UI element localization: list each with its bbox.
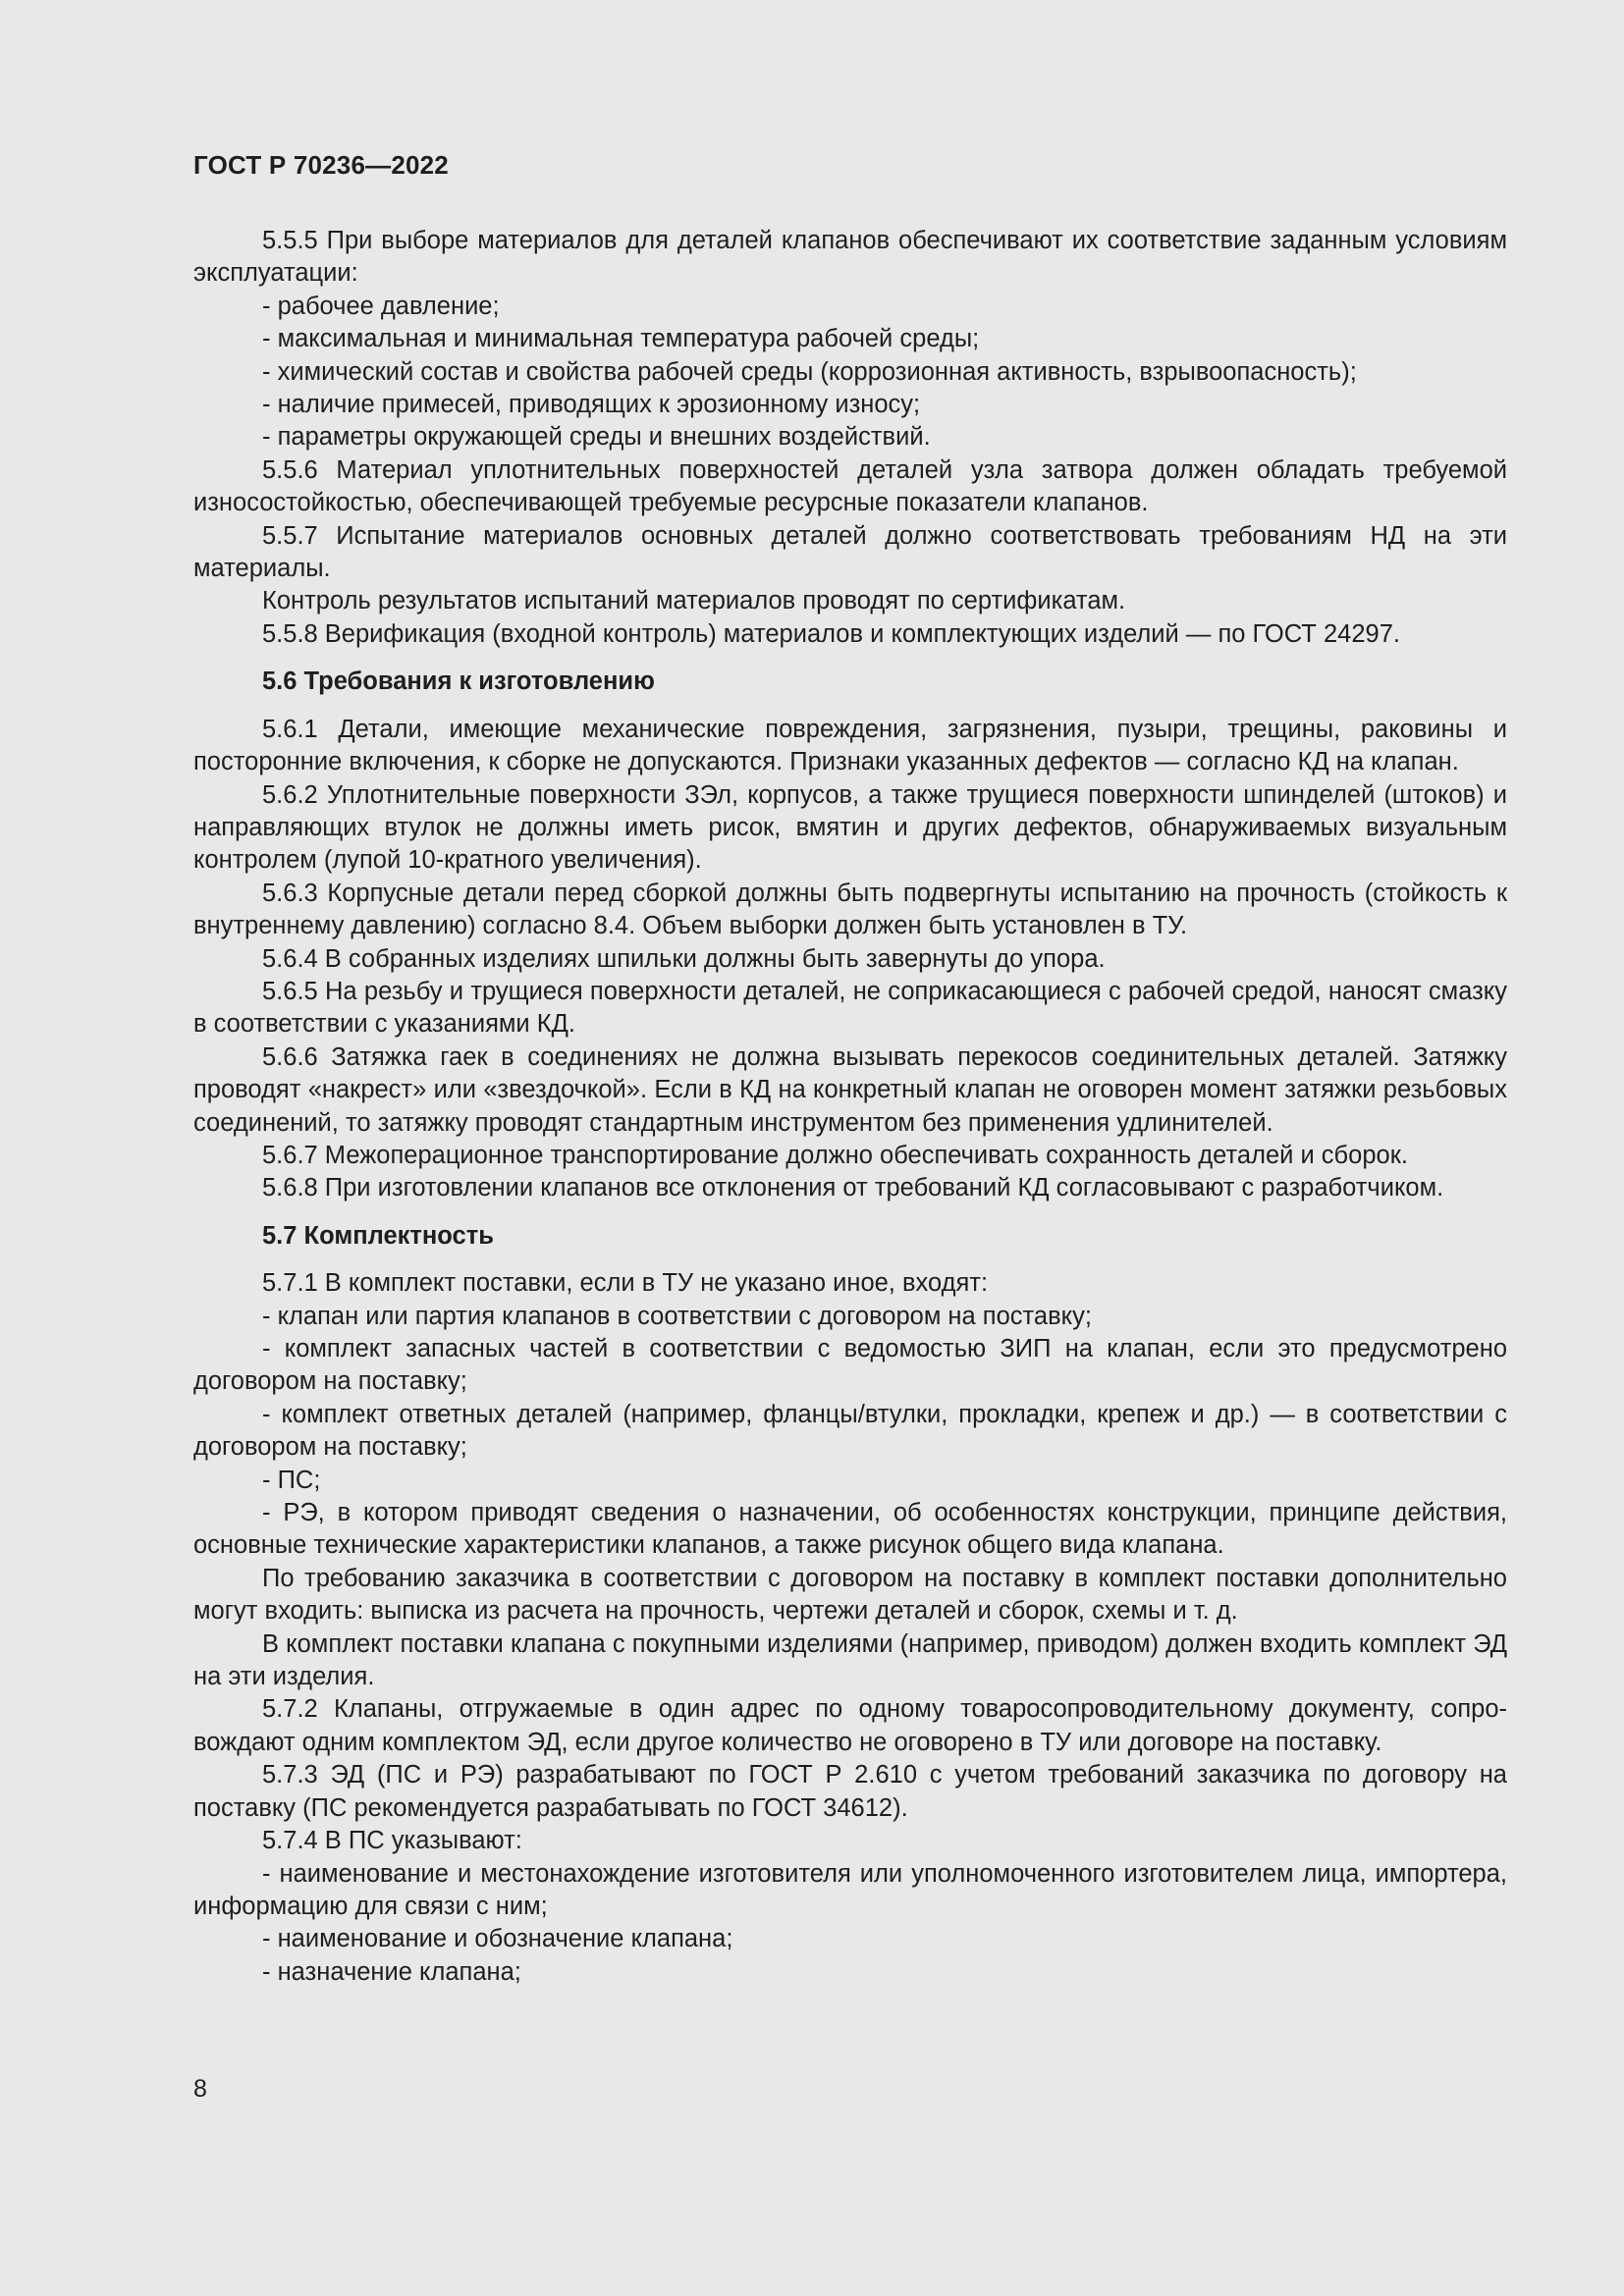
clause-5-6-3: 5.6.3 Корпусные детали перед сборкой должны быть подвергнуты испытанию на прочность (стойкость к внутреннему давлению) согласно 8.4. Объем выборки должен быть установлен в ТУ. — [193, 879, 1507, 940]
list-item: - наименование и местонахождение изготовителя или уполномоченного изготовителем лица, импортера, информацию для связи с ним; — [193, 1859, 1507, 1920]
clause-5-6-1: 5.6.1 Детали, имеющие механические повреждения, загрязнения, пузыри, трещины, раковины и посторонние включения, к сборке не допускаются. Признаки указанных дефектов — согласно КД на клапан. — [193, 715, 1507, 776]
clause-5-7-4: 5.7.4 В ПС указывают: — [262, 1827, 522, 1855]
clause-5-5-7-note: Контроль результатов испытаний материалов проводят по сертификатам. — [262, 587, 1126, 615]
clause-5-7-3: 5.7.3 ЭД (ПС и РЭ) разрабатывают по ГОСТ Р 2.610 с учетом требований заказчика по договору на поставку (ПС рекомендуется разрабатывать по ГОСТ 34612). — [193, 1761, 1507, 1822]
clause-5-5-8: 5.5.8 Верификация (входной контроль) материалов и комплектующих изделий — по ГОСТ 24297. — [262, 619, 1400, 648]
paragraph: По требованию заказчика в соответствии с договором на поставку в комплект поставки дополнительно могут входить: выписка из расчета на прочность, чертежи деталей и сборок, схемы и т. д. — [193, 1564, 1507, 1626]
clause-5-7-2: 5.7.2 Клапаны, отгружаемые в один адрес по одному товаросопроводительному документу, сопровождают одним комплектом ЭД, если другое количество не оговорено в ТУ или договоре на поставку. — [193, 1695, 1507, 1756]
clause-5-7-1: 5.7.1 В комплект поставки, если в ТУ не указано иное, входят: — [262, 1269, 989, 1298]
list-item: - назначение клапана; — [262, 1957, 521, 1986]
list-item: - параметры окружающей среды и внешних воздействий. — [262, 423, 931, 452]
list-item: - РЭ, в котором приводят сведения о назначении, об особенностях конструкции, принципе действия, основные технические характеристики клапанов, а также рисунок общего вида клапана. — [193, 1499, 1507, 1560]
list-item: - комплект ответных деталей (например, фланцы/втулки, прокладки, крепеж и др.) — в соответствии с договором на поставку; — [193, 1400, 1507, 1462]
clause-5-6-4: 5.6.4 В собранных изделиях шпильки должны быть завернуты до упора. — [262, 944, 1106, 973]
list-item: - рабочее давление; — [262, 292, 500, 320]
paragraph: В комплект поставки клапана с покупными изделиями (например, приводом) должен входить комплект ЭД на эти изделия. — [193, 1629, 1507, 1691]
clause-5-6-6: 5.6.6 Затяжка гаек в соединениях не должна вызывать перекосов соединительных деталей. Затяжку проводят «накрест» или «звездочкой». Если в КД на конкретный клапан не оговорен момент затяжки резьбовых соединений, то затяжку проводят стандартным инструментом без применения удлинителей. — [193, 1042, 1507, 1137]
list-item: - наименование и обозначение клапана; — [262, 1925, 733, 1953]
list-item: - химический состав и свойства рабочей среды (коррозионная активность, взрывоопасность); — [262, 357, 1357, 386]
clause-5-5-7: 5.5.7 Испытание материалов основных деталей должно соответствовать требованиям НД на эти материалы. — [193, 521, 1507, 583]
section-heading-5-7: 5.7 Комплектность — [262, 1221, 494, 1250]
list-item: - клапан или партия клапанов в соответствии с договором на поставку; — [262, 1302, 1092, 1330]
clause-5-5-6: 5.5.6 Материал уплотнительных поверхностей деталей узла затвора должен обладать требуемой износостойкостью, обеспечивающей требуемые ресурсные показатели клапанов. — [193, 455, 1507, 517]
clause-5-6-2: 5.6.2 Уплотнительные поверхности ЗЭл, корпусов, а также трущиеся поверхности шпинделей (штоков) и направляющих втулок не должны иметь рисок, вмятин и других дефектов, обнаруживаемых визуальным контролем (лупой 10-кратного увеличения). — [193, 780, 1507, 875]
list-item: - максимальная и минимальная температура рабочей среды; — [262, 325, 980, 353]
document-body — [193, 225, 1507, 1989]
section-heading-5-6: 5.6 Требования к изготовлению — [262, 667, 655, 696]
clause-5-6-8: 5.6.8 При изготовлении клапанов все отклонения от требований КД согласовывают с разработчиком. — [262, 1174, 1444, 1202]
clause-5-5-5: 5.5.5 При выборе материалов для деталей клапанов обеспечивают их соответствие заданным условиям эксплуатации: — [193, 227, 1507, 288]
clause-5-6-7: 5.6.7 Межоперационное транспортирование должно обеспечивать сохранность деталей и сборок. — [262, 1141, 1408, 1169]
list-item: - ПС; — [262, 1466, 321, 1494]
page-number: 8 — [193, 2075, 207, 2103]
clause-5-6-5: 5.6.5 На резьбу и трущиеся поверхности деталей, не соприкасающиеся с рабочей средой, наносят смазку в соответствии с указаниями КД. — [193, 977, 1507, 1039]
list-item: - наличие примесей, приводящих к эрозионному износу; — [262, 391, 921, 419]
document-code-header: ГОСТ Р 70236—2022 — [193, 150, 449, 180]
list-item: - комплект запасных частей в соответствии с ведомостью ЗИП на клапан, если это предусмотрено договором на поставку; — [193, 1335, 1507, 1396]
